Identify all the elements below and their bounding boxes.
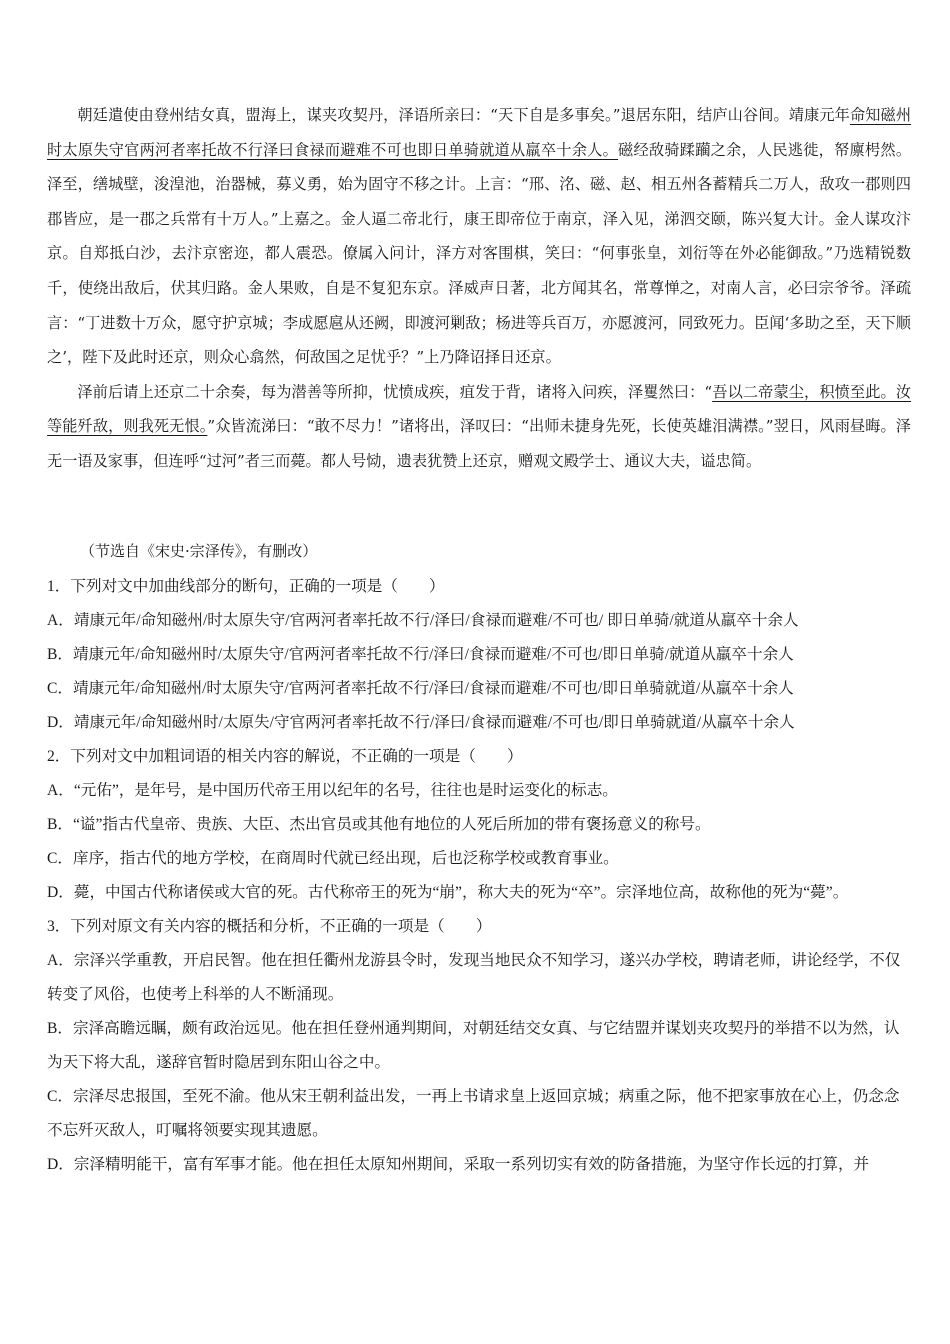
- passage-paragraph-2: [47, 375, 911, 479]
- answer-option: D．薨，中国古代称诸侯或大官的死。古代称帝王的死为“崩”，称大夫的死为“卒”。宗泽地位高，故称他的死为“薨”。: [47, 884, 849, 901]
- passage-text: 朝廷遣使由登州结女真，盟海上，谋夹攻契丹，泽语所亲曰：“天下自是多事矣。”退居东阳，结庐山谷间。靖康元年: [77, 106, 850, 124]
- answer-option: C．庠序，指古代的地方学校，在商周时代就已经出现，后也泛称学校或教育事业。: [47, 850, 619, 867]
- underlined-sentence: 命知磁州时太原失守官两河者率托故不行泽曰食禄而避难不可也即日单骑就道从羸卒十余人。: [47, 106, 912, 159]
- passage-text: 磁经敌骑蹂躏之余，人民逃徙，帑廪枵然。泽至，缮城壁，浚湟池，治器械，募义勇，始为固守不移之计。上言：“邢、洺、磁、赵、相五州各蓄精兵二万人，敌攻一郡则四郡皆应，是一郡之兵常有十万人。”上嘉之。金人逼二帝北行，康王即帝位于南京，泽入见，涕泗交颐，陈兴复大计。金人谋攻汴京。自郑抵白沙，去汴京密迩，都人震恐。僚属入问计，泽方对客围棋，笑曰：“何事张皇，刘衍等在外必能御敌。”乃选精锐数千，使绕出敌后，伏其归路。金人果败，自是不复犯东京。泽威声日著，北方闻其名，常尊惮之，对南人言，必曰宗爷爷。泽疏言：“丁进数十万众，愿守护京城；李成愿扈从还阙，即渡河剿敌；杨进等兵百万，亦愿渡河，同致死力。臣闻‘多助之至，天下顺之’，陛下及此时还京，则众心翕然，何敌国之足忧乎？”上乃降诏择日还京。: [47, 140, 912, 367]
- answer-option: D．靖康元年/命知磁州时/太原失/守官两河者率托故不行/泽曰/食禄而避难/不可也/即日单骑就道/从羸卒十余人: [47, 714, 795, 731]
- answer-option: C．宗泽尽忠报国，至死不渝。他从宋王朝利益出发，一再上书请求皇上返回京城；病重之际，他不把家事放在心上，仍念念不忘歼灭敌人，叮嘱将领要实现其遗愿。: [47, 1088, 900, 1139]
- answer-option: B．宗泽高瞻远瞩，颇有政治远见。他在担任登州通判期间，对朝廷结交女真、与它结盟并谋划夹攻契丹的举措不以为然，认为天下将大乱，遂辞官暂时隐居到东阳山谷之中。: [47, 1020, 900, 1071]
- passage-text: ”众皆流涕曰：“敢不尽力！”诸将出，泽叹曰：“出师未捷身先死，长使英雄泪满襟。”翌日，风雨昼晦。泽无一语及家事，但连呼“过河”者三而薨。都人号恸，遗表犹赞上还京，赠观文殿学士、通议大夫，谥忠简。: [47, 417, 911, 470]
- source-citation: （节选自《宋史·宗泽传》，有删改）: [80, 542, 318, 560]
- question-stem: 3．下列对原文有关内容的概括和分析，不正确的一项是（ ）: [47, 918, 492, 935]
- answer-option: C．靖康元年/命知磁州/时太原失守/官两河者率托故不行/泽曰/食禄而避难/不可也/即日单骑就道/从羸卒十余人: [47, 680, 794, 697]
- underlined-sentence: 吾以二帝蒙尘，积愤至此。汝等能歼敌，则我死无恨。: [47, 382, 912, 436]
- answer-option: B．靖康元年/命知磁州时/太原失守/官两河者率托故不行/泽曰/食禄而避难/不可也/即日单骑/就道从羸卒十余人: [47, 646, 794, 663]
- answer-option: A．“元佑”，是年号，是中国历代帝王用以纪年的名号，往往也是时运变化的标志。: [47, 782, 618, 799]
- answer-option: D．宗泽精明能干，富有军事才能。他在担任太原知州期间，采取一系列切实有效的防备措施，为坚守作长远的打算，并: [47, 1156, 870, 1173]
- passage-text: 泽前后请上还京二十余奏，每为潜善等所抑，忧愤成疾，疽发于背，诸将入问疾，泽矍然曰：“: [77, 382, 713, 401]
- answer-option: A．靖康元年/命知磁州/时太原失守/官两河者率托故不行/泽曰/食禄而避难/不可也/ 即日单骑/就道从羸卒十余人: [47, 612, 799, 629]
- answer-option: A．宗泽兴学重教，开启民智。他在担任衢州龙游县令时，发现当地民众不知学习，遂兴办学校，聘请老师，讲论经学，不仅转变了风俗，也使考上科举的人不断涌现。: [47, 952, 901, 1003]
- answer-option: B．“谥”指古代皇帝、贵族、大臣、杰出官员或其他有地位的人死后所加的带有褒扬意义的称号。: [47, 816, 711, 833]
- passage-paragraph-1: [47, 98, 911, 375]
- question-stem: 2．下列对文中加粗词语的相关内容的解说，不正确的一项是（ ）: [47, 748, 523, 765]
- question-list: [47, 570, 915, 1182]
- passage: [47, 98, 911, 479]
- question-stem: 1．下列对文中加曲线部分的断句，正确的一项是（ ）: [47, 578, 445, 595]
